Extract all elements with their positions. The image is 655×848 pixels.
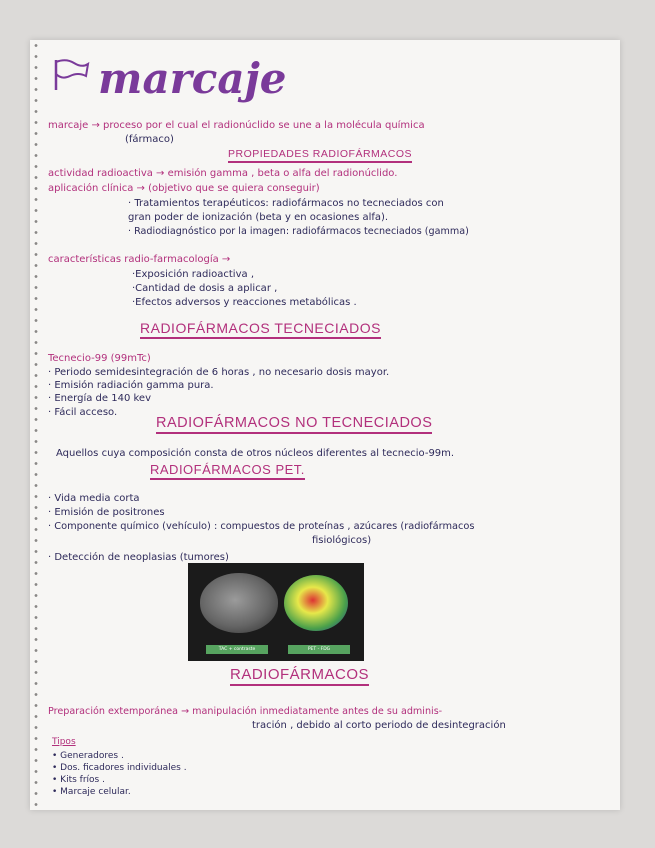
characteristics-item: ·Cantidad de dosis a aplicar , [132,283,278,294]
preparation-line1: Preparación extemporánea → manipulación inmediatamente antes de su adminis- [48,706,443,717]
spiral-holes [33,40,39,810]
characteristics-item: ·Efectos adversos y reacciones metabólicas . [132,297,357,308]
types-heading: Tipos [52,737,76,747]
tecneciados-heading: RADIOFÁRMACOS TECNECIADOS [140,320,381,339]
properties-line4: gran poder de ionización (beta y en ocasiones alfa). [128,212,389,223]
tecneciados-item: · Fácil acceso. [48,407,118,418]
no-tecneciados-heading: RADIOFÁRMACOS NO TECNECIADOS [156,415,432,434]
tecneciados-item: · Energía de 140 kev [48,393,151,404]
definition-line2: (fármaco) [125,134,174,145]
tecneciados-item: · Periodo semidesintegración de 6 horas , no necesario dosis mayor. [48,367,390,378]
flag-icon [52,58,92,92]
properties-line1: actividad radioactiva → emisión gamma , beta o alfa del radionúclido. [48,168,398,179]
no-tecneciados-text: Aquellos cuya composición consta de otros núcleos diferentes al tecnecio-99m. [56,448,455,459]
preparation-line2: tración , debido al corto periodo de desintegración [252,720,506,731]
tecneciados-intro: Tecnecio-99 (99mTc) [48,353,151,364]
pet-item: · Componente químico (vehículo) : compuestos de proteínas , azúcares (radiofármacos [48,521,475,532]
pet-item: · Emisión de positrones [48,507,165,518]
types-item: • Dos. ficadores individuales . [52,763,187,773]
properties-line2: aplicación clínica → (objetivo que se quiera conseguir) [48,183,320,194]
properties-heading: PROPIEDADES RADIOFÁRMACOS [228,148,412,163]
ct-scan [200,573,278,633]
characteristics-item: ·Exposición radioactiva , [132,269,254,280]
properties-line3: · Tratamientos terapéuticos: radiofármacos no tecneciados con [128,198,444,209]
ct-caption: TAC + contraste [206,645,268,654]
characteristics-intro: características radio-farmacología → [48,254,231,265]
pet-item: · Vida media corta [48,493,140,504]
pet-item: fisiológicos) [312,535,372,546]
notebook-page [30,40,620,810]
pet-heading: RADIOFÁRMACOS PET. [150,462,305,480]
pet-caption: PET - FDG [288,645,350,654]
types-item: • Generadores . [52,751,124,761]
ct-pet-scan-image [188,563,364,661]
types-item: • Kits fríos . [52,775,105,785]
pet-scan [284,575,348,631]
pet-item: · Detección de neoplasias (tumores) [48,552,229,563]
types-item: • Marcaje celular. [52,787,131,797]
radiofarmacos-heading: RADIOFÁRMACOS [230,666,369,686]
definition-line1: marcaje → proceso por el cual el radionúclido se une a la molécula química [48,120,425,131]
tecneciados-item: · Emisión radiación gamma pura. [48,380,214,391]
page-title: marcaje [98,54,287,103]
properties-line5: · Radiodiagnóstico por la imagen: radiofármacos tecneciados (gamma) [128,226,469,237]
